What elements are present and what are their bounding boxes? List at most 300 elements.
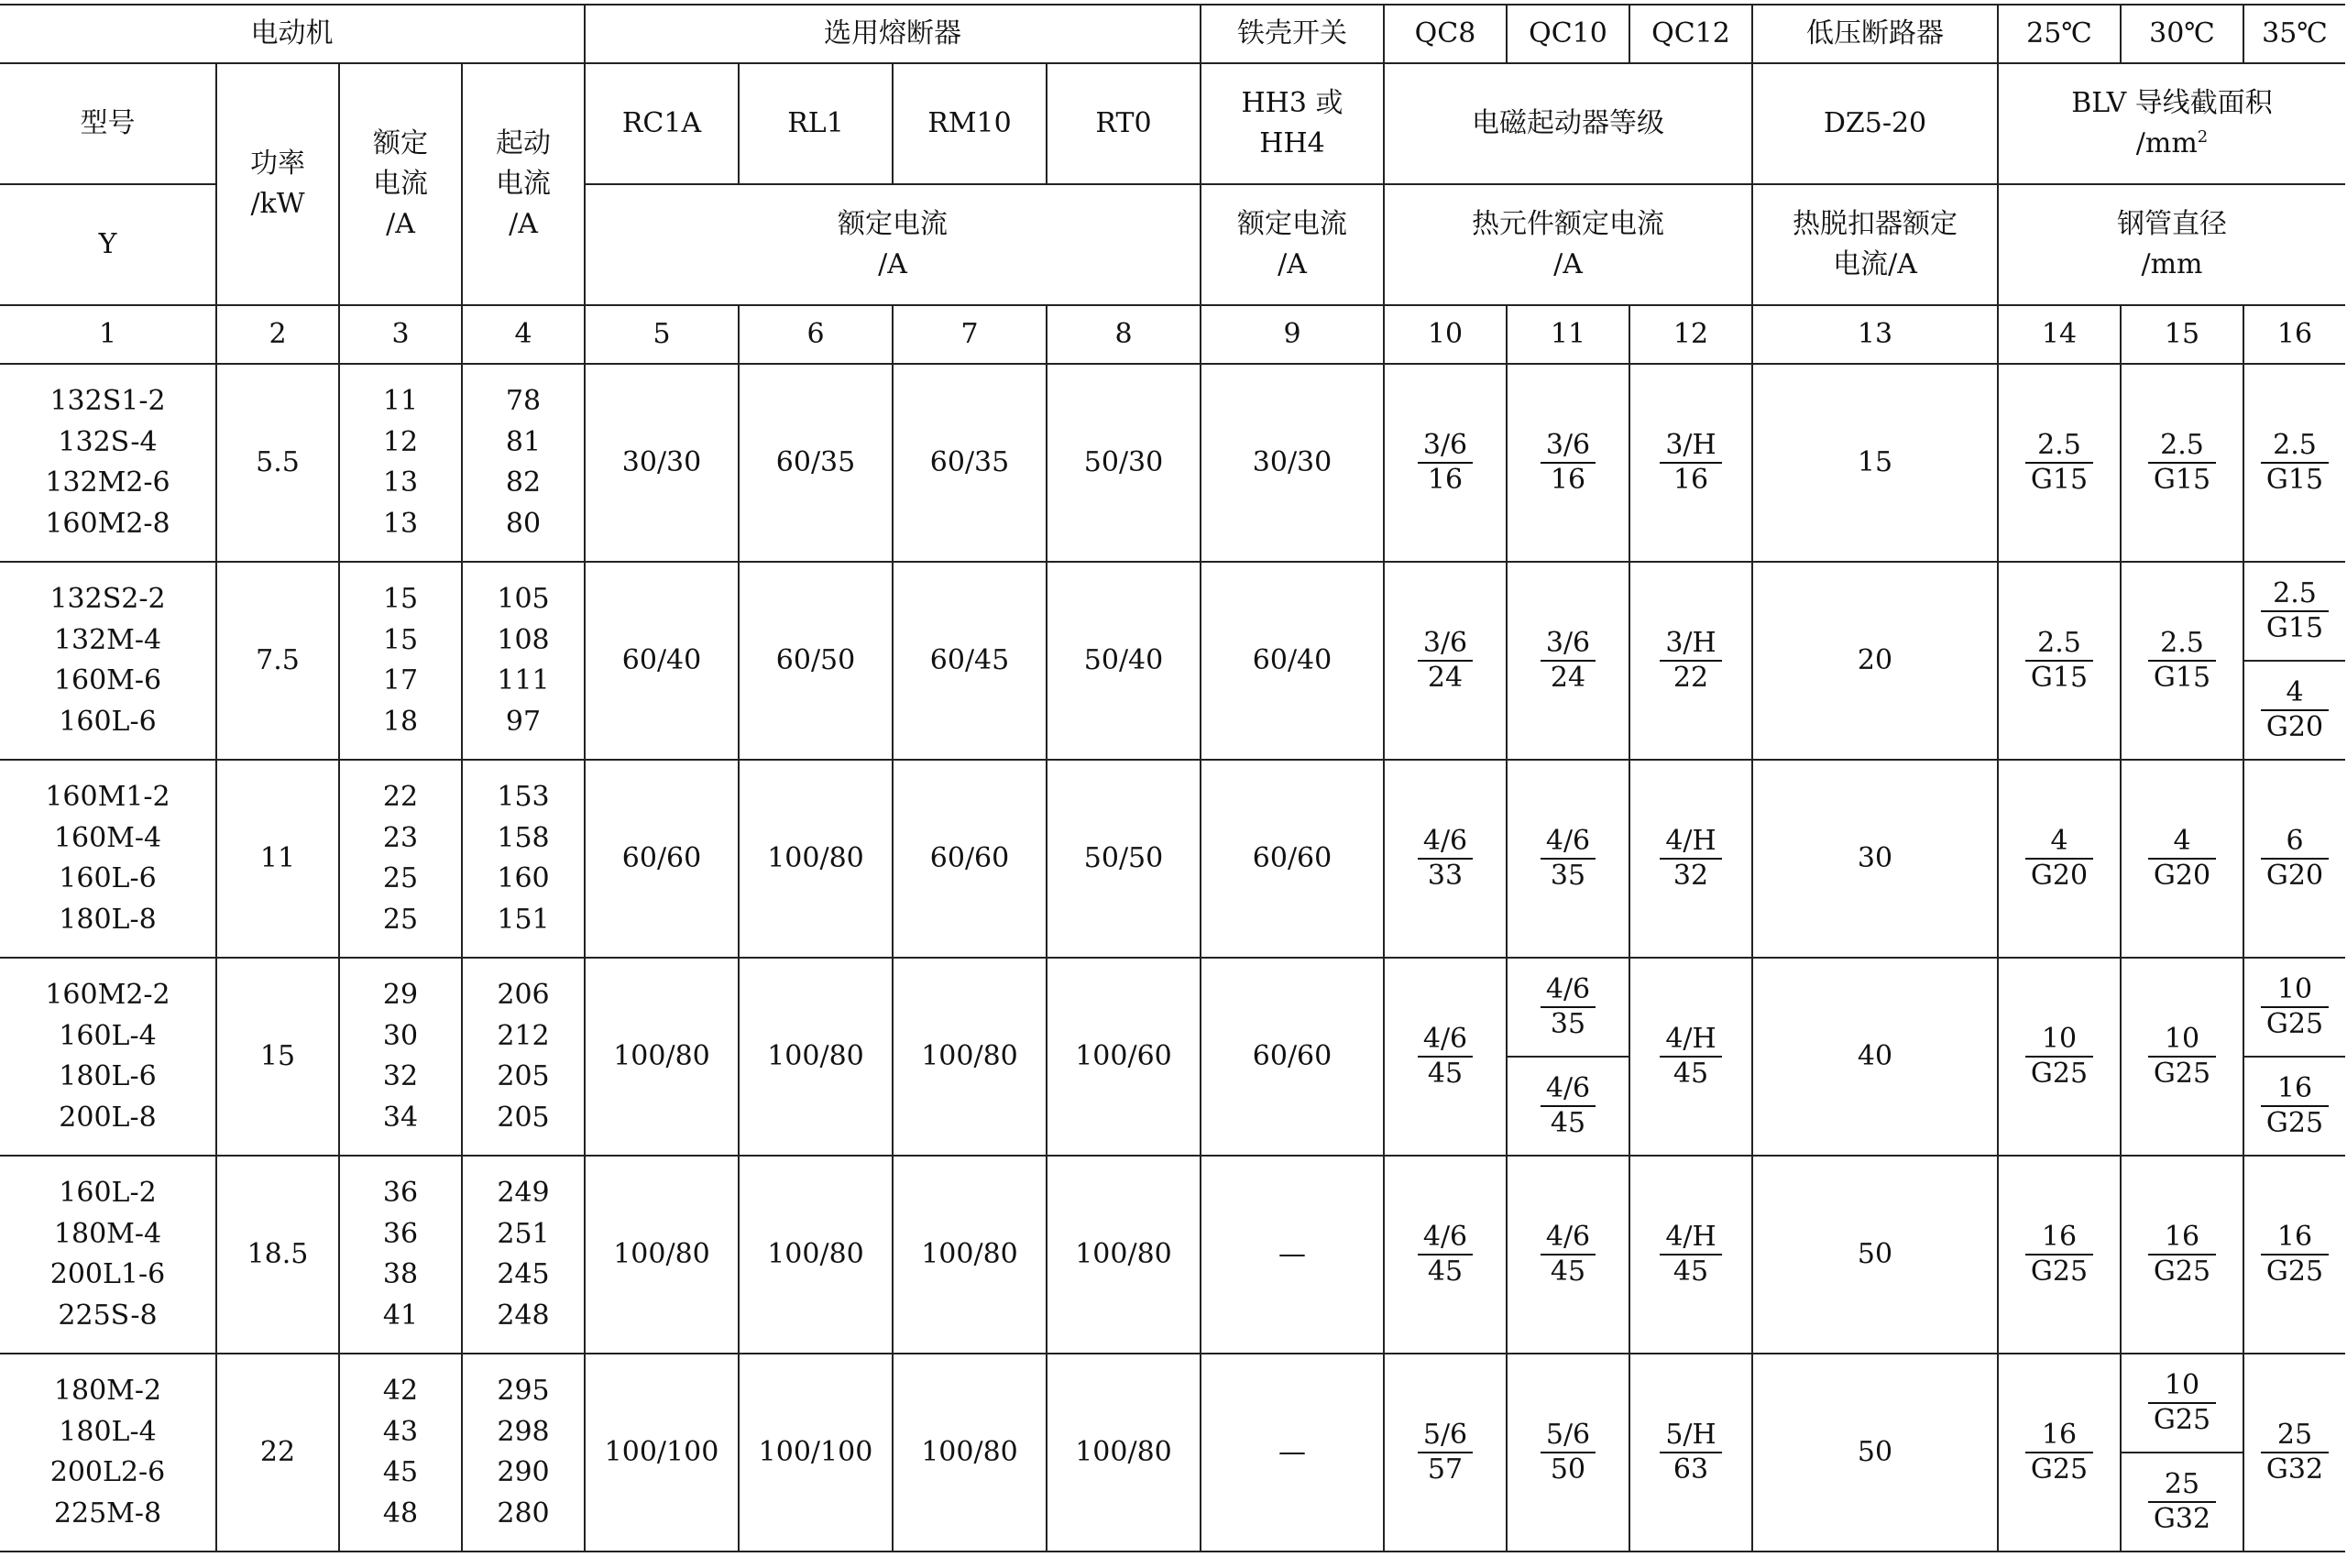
cell-rt0: 50/30 [1047, 364, 1201, 562]
col-number: 6 [739, 305, 893, 364]
cell-rt0: 100/60 [1047, 958, 1201, 1156]
fraction [2025, 825, 2093, 893]
header-breaker: 低压断路器 [1752, 5, 1998, 63]
rated-value: 34 [382, 1101, 419, 1134]
fraction-num: 4 [2173, 825, 2191, 857]
rated-value: 41 [382, 1299, 419, 1332]
start-value: 290 [497, 1456, 550, 1488]
rated-value: 23 [382, 821, 419, 854]
table-row [0, 1354, 2345, 1552]
rated-value: 12 [382, 425, 419, 458]
cell-hh: 30/30 [1201, 364, 1384, 562]
fraction-den: 45 [1660, 1254, 1721, 1288]
model-value: 132S1-2 [49, 385, 166, 417]
start-value: 97 [505, 705, 542, 738]
header-model: 型号 [0, 63, 216, 184]
split-bottom [1508, 1056, 1629, 1155]
rated-value: 38 [382, 1258, 419, 1290]
fraction [1418, 1419, 1473, 1486]
cell-rm10: 60/45 [893, 562, 1047, 760]
table-wrapper [0, 4, 2345, 1552]
cell-qc10 [1507, 1354, 1629, 1552]
model-value: 160M2-8 [45, 507, 170, 540]
table-row [0, 562, 2345, 760]
fraction [2148, 1023, 2216, 1091]
fraction-num: 3/6 [1545, 627, 1591, 659]
fraction [2148, 429, 2216, 497]
col-number: 5 [585, 305, 739, 364]
fraction-den: G15 [2025, 462, 2093, 497]
cell-dz: 50 [1752, 1156, 1998, 1354]
fraction-num: 4/6 [1545, 825, 1591, 857]
cell-rc1a: 30/30 [585, 364, 739, 562]
header-blv-line1: BLV 导线截面积 [2071, 87, 2273, 119]
cell-qc8 [1384, 958, 1507, 1156]
fraction-num: 16 [2276, 1221, 2313, 1253]
start-value: 80 [505, 507, 542, 540]
fraction-num: 4 [2286, 676, 2304, 708]
header-hh3 [1201, 63, 1384, 184]
cell-c25 [1998, 364, 2121, 562]
cell-hh: — [1201, 1354, 1384, 1552]
header-switch-rated [1201, 184, 1384, 305]
cell-dz: 20 [1752, 562, 1998, 760]
fraction-num: 2.5 [2037, 627, 2081, 659]
fraction [2261, 676, 2329, 744]
model-value: 160M2-2 [45, 979, 170, 1011]
col-number: 4 [462, 305, 585, 364]
cell-c30-split [2121, 1354, 2243, 1552]
header-blv [1998, 63, 2345, 184]
cell-hh: 60/60 [1201, 760, 1384, 958]
start-value: 212 [497, 1019, 550, 1052]
fraction-num: 2.5 [2160, 627, 2204, 659]
fraction-den: 63 [1660, 1452, 1721, 1486]
split-cell [2244, 563, 2345, 759]
header-trip [1752, 184, 1998, 305]
cell-rl1: 100/80 [739, 1156, 893, 1354]
rated-value: 25 [382, 862, 419, 894]
cell-c30 [2121, 1156, 2243, 1354]
start-value: 105 [497, 583, 550, 615]
fraction [1418, 825, 1473, 893]
header-qc12: QC12 [1629, 5, 1752, 63]
fraction-num: 10 [2041, 1023, 2078, 1055]
cell-qc12 [1629, 760, 1752, 958]
fraction-num: 4/H [1665, 1023, 1716, 1055]
fraction [1541, 1221, 1596, 1288]
rated-value: 22 [382, 781, 419, 813]
cell-rl1: 60/35 [739, 364, 893, 562]
fraction [2261, 973, 2329, 1041]
split-bottom [2244, 660, 2345, 759]
model-value: 200L-8 [59, 1101, 157, 1134]
header-blv-unit: /mm [2135, 127, 2198, 159]
cell-rc1a: 100/80 [585, 958, 739, 1156]
split-top [2244, 563, 2345, 660]
fraction-den: G25 [2261, 1105, 2329, 1140]
col-number: 13 [1752, 305, 1998, 364]
fraction-num: 2.5 [2273, 577, 2317, 609]
cell-models [0, 562, 216, 760]
rated-value: 13 [382, 466, 419, 499]
fraction-num: 16 [2041, 1221, 2078, 1253]
rated-value: 15 [382, 623, 419, 656]
cell-start [462, 958, 585, 1156]
header-temp-30: 30℃ [2121, 5, 2243, 63]
cell-qc12 [1629, 364, 1752, 562]
fraction [2025, 429, 2093, 497]
header-power-line2: /kW [250, 188, 305, 220]
cell-qc8 [1384, 1354, 1507, 1552]
header-motor: 电动机 [0, 5, 585, 63]
col-number: 2 [216, 305, 339, 364]
rated-value: 45 [382, 1456, 419, 1488]
model-value: 180M-4 [53, 1217, 162, 1250]
start-value: 158 [497, 821, 550, 854]
cell-start [462, 1354, 585, 1552]
start-value: 81 [505, 425, 542, 458]
fraction-num: 3/6 [1422, 627, 1468, 659]
fraction [1660, 1023, 1721, 1091]
header-rt0: RT0 [1047, 63, 1201, 184]
cell-models [0, 958, 216, 1156]
header-pipe [1998, 184, 2345, 305]
cell-rt0: 100/80 [1047, 1354, 1201, 1552]
fraction-num: 4/6 [1545, 1221, 1591, 1253]
fraction-den: 33 [1418, 858, 1473, 893]
column-number-row [0, 305, 2345, 364]
rated-value: 32 [382, 1060, 419, 1092]
split-cell [1508, 959, 1629, 1155]
model-value: 180L-8 [59, 903, 157, 936]
cell-models [0, 1354, 216, 1552]
cell-rt0: 50/50 [1047, 760, 1201, 958]
model-value: 160M-6 [53, 664, 162, 696]
fraction [1418, 627, 1473, 695]
table-row [0, 958, 2345, 1156]
fraction-num: 2.5 [2160, 429, 2204, 461]
model-value: 132M-4 [53, 623, 162, 656]
split-cell [2122, 1354, 2243, 1551]
split-bottom [2244, 1056, 2345, 1155]
header-rm10: RM10 [893, 63, 1047, 184]
fraction [2261, 429, 2329, 497]
fraction-den: 45 [1660, 1056, 1721, 1091]
fraction-den: 22 [1660, 660, 1721, 695]
cell-qc8 [1384, 1156, 1507, 1354]
header-thermal-line1: 热元件额定电流 [1472, 208, 1664, 240]
header-rl1: RL1 [739, 63, 893, 184]
cell-rated [339, 760, 462, 958]
rated-value: 29 [382, 979, 419, 1011]
start-value: 206 [497, 979, 550, 1011]
header-rated-line2: 电流 [373, 168, 428, 200]
start-value: 245 [497, 1258, 550, 1290]
fraction-num: 2.5 [2273, 429, 2317, 461]
cell-power: 7.5 [216, 562, 339, 760]
header-rated-current [339, 63, 462, 305]
header-starter-class: 电磁起动器等级 [1384, 63, 1752, 184]
fraction-num: 3/H [1665, 429, 1716, 461]
cell-hh: 60/60 [1201, 958, 1384, 1156]
start-value: 205 [497, 1060, 550, 1092]
fraction-den: 57 [1418, 1452, 1473, 1486]
fraction [1418, 1221, 1473, 1288]
fraction-num: 3/6 [1545, 429, 1591, 461]
col-number: 7 [893, 305, 1047, 364]
model-value: 225M-8 [53, 1497, 162, 1530]
motor-selection-table [0, 4, 2345, 1552]
cell-rt0: 50/40 [1047, 562, 1201, 760]
start-value: 280 [497, 1497, 550, 1530]
fraction [1541, 627, 1596, 695]
model-value: 132S2-2 [49, 583, 166, 615]
fraction-den: G25 [2261, 1006, 2329, 1041]
rated-value: 11 [382, 385, 419, 417]
header-start-line1: 起动 [496, 127, 551, 159]
model-value: 225S-8 [58, 1299, 158, 1332]
rated-value: 42 [382, 1375, 419, 1407]
cell-power: 22 [216, 1354, 339, 1552]
cell-c30 [2121, 958, 2243, 1156]
cell-rc1a: 60/40 [585, 562, 739, 760]
header-fuse-rated-line2: /A [878, 248, 907, 280]
fraction-den: G20 [2025, 858, 2093, 893]
fraction-num: 25 [2276, 1419, 2313, 1451]
header-rated-line3: /A [386, 208, 415, 240]
fraction-num: 5/6 [1545, 1419, 1591, 1451]
fraction [2025, 1419, 2093, 1486]
rated-value: 48 [382, 1497, 419, 1530]
start-value: 295 [497, 1375, 550, 1407]
fraction-den: G15 [2261, 610, 2329, 645]
cell-dz: 15 [1752, 364, 1998, 562]
model-value: 180L-6 [59, 1060, 157, 1092]
header-start-current [462, 63, 585, 305]
start-value: 153 [497, 781, 550, 813]
model-value: 180M-2 [53, 1375, 162, 1407]
cell-c30 [2121, 562, 2243, 760]
header-power [216, 63, 339, 305]
fraction [1541, 973, 1596, 1041]
fraction-num: 4/6 [1422, 1221, 1468, 1253]
fraction-num: 4 [2050, 825, 2068, 857]
cell-c35-split [2243, 958, 2345, 1156]
header-dz: DZ5-20 [1752, 63, 1998, 184]
fraction [2261, 1072, 2329, 1140]
cell-rc1a: 60/60 [585, 760, 739, 958]
col-number: 10 [1384, 305, 1507, 364]
fraction-num: 4/6 [1422, 1023, 1468, 1055]
rated-value: 17 [382, 664, 419, 696]
model-value: 160L-2 [59, 1177, 157, 1209]
header-rc1a: RC1A [585, 63, 739, 184]
cell-dz: 40 [1752, 958, 1998, 1156]
col-number: 11 [1507, 305, 1629, 364]
rated-value: 25 [382, 903, 419, 936]
model-value: 200L2-6 [49, 1456, 166, 1488]
cell-power: 15 [216, 958, 339, 1156]
fraction-num: 3/6 [1422, 429, 1468, 461]
fraction-den: G15 [2261, 462, 2329, 497]
start-value: 78 [505, 385, 542, 417]
cell-rm10: 60/35 [893, 364, 1047, 562]
fraction [2261, 1419, 2329, 1486]
cell-dz: 50 [1752, 1354, 1998, 1552]
cell-hh: — [1201, 1156, 1384, 1354]
start-value: 111 [497, 664, 550, 696]
fraction-num: 4/6 [1545, 1072, 1591, 1104]
header-fuse-rated-line1: 额定电流 [838, 208, 948, 240]
cell-rc1a: 100/80 [585, 1156, 739, 1354]
cell-dz: 30 [1752, 760, 1998, 958]
header-hh3-line1: HH3 或 [1241, 87, 1343, 119]
cell-rl1: 100/80 [739, 958, 893, 1156]
header-switch-rated-line1: 额定电流 [1237, 208, 1347, 240]
cell-c25 [1998, 958, 2121, 1156]
fraction [1660, 825, 1721, 893]
header-trip-line1: 热脱扣器额定 [1793, 208, 1958, 240]
cell-qc8 [1384, 562, 1507, 760]
col-number: 16 [2243, 305, 2345, 364]
fraction-num: 4/6 [1422, 825, 1468, 857]
header-thermal [1384, 184, 1752, 305]
cell-start [462, 760, 585, 958]
fraction-den: G20 [2261, 709, 2329, 744]
fraction-den: G15 [2148, 660, 2216, 695]
cell-rm10: 100/80 [893, 1156, 1047, 1354]
fraction [2025, 627, 2093, 695]
header-trip-line2: 电流/A [1833, 248, 1917, 280]
start-value: 249 [497, 1177, 550, 1209]
model-value: 180L-4 [59, 1415, 157, 1448]
fraction [2148, 825, 2216, 893]
fraction-den: 32 [1660, 858, 1721, 893]
col-number: 9 [1201, 305, 1384, 364]
col-number: 1 [0, 305, 216, 364]
cell-qc8 [1384, 760, 1507, 958]
fraction-num: 3/H [1665, 627, 1716, 659]
rated-value: 30 [382, 1019, 419, 1052]
fraction-den: 16 [1418, 462, 1473, 497]
start-value: 82 [505, 466, 542, 499]
fraction-num: 10 [2276, 973, 2313, 1005]
fraction-den: G25 [2025, 1254, 2093, 1288]
cell-qc10-split [1507, 958, 1629, 1156]
cell-c25 [1998, 1156, 2121, 1354]
table-row [0, 760, 2345, 958]
start-value: 251 [497, 1217, 550, 1250]
cell-qc12 [1629, 562, 1752, 760]
split-cell [2244, 959, 2345, 1155]
header-qc8: QC8 [1384, 5, 1507, 63]
fraction-num: 4/H [1665, 1221, 1716, 1253]
model-value: 132M2-6 [45, 466, 170, 499]
fraction-den: 24 [1541, 660, 1596, 695]
cell-rated [339, 1156, 462, 1354]
header-qc10: QC10 [1507, 5, 1629, 63]
col-number: 12 [1629, 305, 1752, 364]
fraction [1660, 627, 1721, 695]
fraction-den: G15 [2025, 660, 2093, 695]
fraction-den: G20 [2148, 858, 2216, 893]
header-temp-35: 35℃ [2243, 5, 2345, 63]
fraction [1541, 825, 1596, 893]
cell-qc10 [1507, 364, 1629, 562]
model-value: 160L-6 [59, 705, 157, 738]
rated-value: 36 [382, 1177, 419, 1209]
cell-rc1a: 100/100 [585, 1354, 739, 1552]
cell-start [462, 562, 585, 760]
cell-rl1: 100/100 [739, 1354, 893, 1552]
cell-power: 11 [216, 760, 339, 958]
cell-c30 [2121, 364, 2243, 562]
table-row [0, 364, 2345, 562]
cell-c35 [2243, 364, 2345, 562]
cell-rm10: 100/80 [893, 1354, 1047, 1552]
fraction-den: G25 [2148, 1056, 2216, 1091]
header-fuse-rated [585, 184, 1201, 305]
header-row-1 [0, 5, 2345, 63]
cell-c25 [1998, 1354, 2121, 1552]
fraction [2148, 1369, 2216, 1437]
cell-power: 18.5 [216, 1156, 339, 1354]
header-pipe-line2: /mm [2141, 248, 2203, 280]
start-value: 160 [497, 862, 550, 894]
table-row [0, 1156, 2345, 1354]
fraction-den: 16 [1541, 462, 1596, 497]
fraction [1660, 1221, 1721, 1288]
fraction-num: 16 [2276, 1072, 2313, 1104]
fraction [1418, 1023, 1473, 1091]
header-start-line3: /A [509, 208, 538, 240]
fraction-num: 5/6 [1422, 1419, 1468, 1451]
header-model-y: Y [0, 184, 216, 305]
header-start-line2: 电流 [496, 168, 551, 200]
model-value: 200L1-6 [49, 1258, 166, 1290]
cell-rated [339, 562, 462, 760]
cell-c35-split [2243, 562, 2345, 760]
cell-qc10 [1507, 760, 1629, 958]
fraction-num: 10 [2164, 1369, 2200, 1401]
fraction-den: 45 [1541, 1254, 1596, 1288]
col-number: 14 [1998, 305, 2121, 364]
rated-value: 36 [382, 1217, 419, 1250]
fraction-den: 35 [1541, 858, 1596, 893]
cell-rated [339, 1354, 462, 1552]
fraction [1418, 429, 1473, 497]
fraction-den: G25 [2025, 1452, 2093, 1486]
cell-c35 [2243, 1354, 2345, 1552]
fraction-den: 35 [1541, 1006, 1596, 1041]
fraction [2025, 1221, 2093, 1288]
fraction-num: 4/6 [1545, 973, 1591, 1005]
cell-power: 5.5 [216, 364, 339, 562]
split-top [2122, 1354, 2243, 1452]
start-value: 205 [497, 1101, 550, 1134]
fraction-den: 45 [1418, 1056, 1473, 1091]
fraction-den: G25 [2148, 1254, 2216, 1288]
fraction-den: 16 [1660, 462, 1721, 497]
col-number: 8 [1047, 305, 1201, 364]
header-pipe-line1: 钢管直径 [2117, 208, 2227, 240]
cell-qc10 [1507, 1156, 1629, 1354]
cell-c25 [1998, 760, 2121, 958]
cell-qc12 [1629, 1156, 1752, 1354]
fraction [2148, 1468, 2216, 1536]
header-temp-25: 25℃ [1998, 5, 2121, 63]
